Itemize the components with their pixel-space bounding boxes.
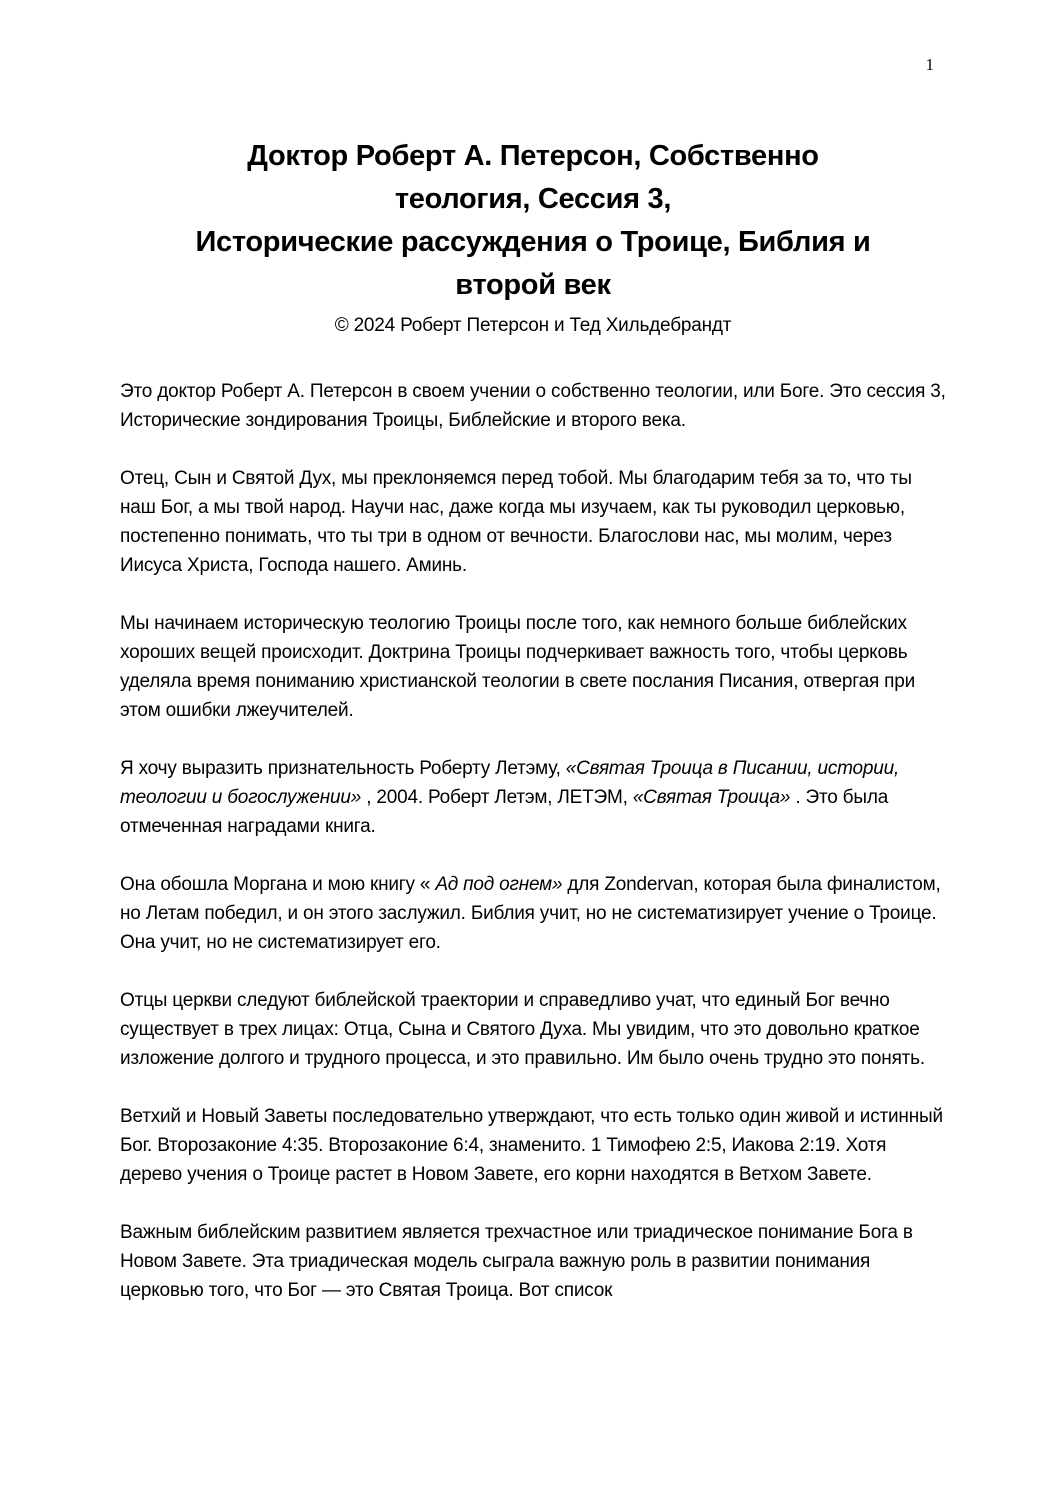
paragraph <box>120 1218 946 1305</box>
text-segment: Это доктор Роберт А. Петерсон в своем учении о собственно теологии, или Боге. Это сессия 3, Исторические зондирования Троицы, Библейские и второго века. <box>120 381 946 431</box>
text-segment: Мы начинаем историческую теологию Троицы после того, как немного больше библейских хороших вещей происходит. Доктрина Троицы подчеркивает важность того, чтобы церковь уделяла время пониманию христианской теологии в свете послания Писания, отвергая при этом ошибки лжеучителей. <box>120 613 916 721</box>
italic-text-segment: «Святая Троица» <box>632 787 791 808</box>
document-title <box>120 135 946 307</box>
text-segment: Важным библейским развитием является трехчастное или триадическое понимание Бога в Новом Завете. Эта триадическая модель сыграла важную роль в развитии понимания церковью того, что Бог — это Святая Троица. Вот список <box>120 1222 913 1301</box>
page-number: 1 <box>925 55 934 74</box>
paragraph <box>120 986 946 1073</box>
text-segment: . Это была отмеченная наградами книга. <box>120 787 889 837</box>
paragraph <box>120 870 946 957</box>
title-line-2: теология, Сессия 3, <box>394 183 672 215</box>
paragraph <box>120 754 946 841</box>
body-paragraphs <box>120 377 946 1305</box>
text-segment: для Zondervan, которая была финалистом, но Летам победил, и он этого заслужил. Библия учит, но не систематизирует учение о Троице. Она учит, но не систематизирует его. <box>120 874 941 953</box>
text-segment: Отцы церкви следуют библейской траектории и справедливо учат, что единый Бог вечно существует в трех лицах: Отца, Сына и Святого Духа. Мы увидим, что это довольно краткое изложение долгого и трудного процесса, и это правильно. Им было очень трудно это понять. <box>120 990 925 1069</box>
copyright-line: © 2024 Роберт Петерсон и Тед Хильдебрандт <box>334 315 732 336</box>
paragraph <box>120 464 946 580</box>
italic-text-segment: Ад под огнем» <box>435 874 563 895</box>
title-line-1: Доктор Роберт А. Петерсон, Собственно <box>247 140 819 172</box>
text-segment: Отец, Сын и Святой Дух, мы преклоняемся перед тобой. Мы благодарим тебя за то, что ты наш Бог, а мы твой народ. Научи нас, даже когда мы изучаем, как ты руководил церковью, постепенно понимать, что ты три в одном от вечности. Благослови нас, мы молим, через Иисуса Христа, Господа нашего. Аминь. <box>120 468 912 576</box>
text-segment: Ветхий и Новый Заветы последовательно утверждают, что есть только один живой и истинный Бог. Второзаконие 4:35. Второзаконие 6:4, знаменито. 1 Тимофею 2:5, Иакова 2:19. Хотя дерево учения о Троице растет в Новом Завете, его корни находятся в Ветхом Завете. <box>120 1106 943 1185</box>
paragraph <box>120 609 946 725</box>
text-segment: Я хочу выразить признательность Роберту Летэму, <box>120 758 566 779</box>
title-line-4: второй век <box>455 269 611 301</box>
paragraph <box>120 1102 946 1189</box>
paragraph <box>120 377 946 435</box>
text-segment: , 2004. Роберт Летэм, ЛЕТЭМ, <box>361 787 633 808</box>
text-segment: Она обошла Моргана и мою книгу « <box>120 874 436 895</box>
title-line-3: Исторические рассуждения о Троице, Библия и <box>195 226 871 258</box>
italic-text-segment: «Святая Троица в Писании, истории, теологии и богослужении» <box>120 758 900 808</box>
